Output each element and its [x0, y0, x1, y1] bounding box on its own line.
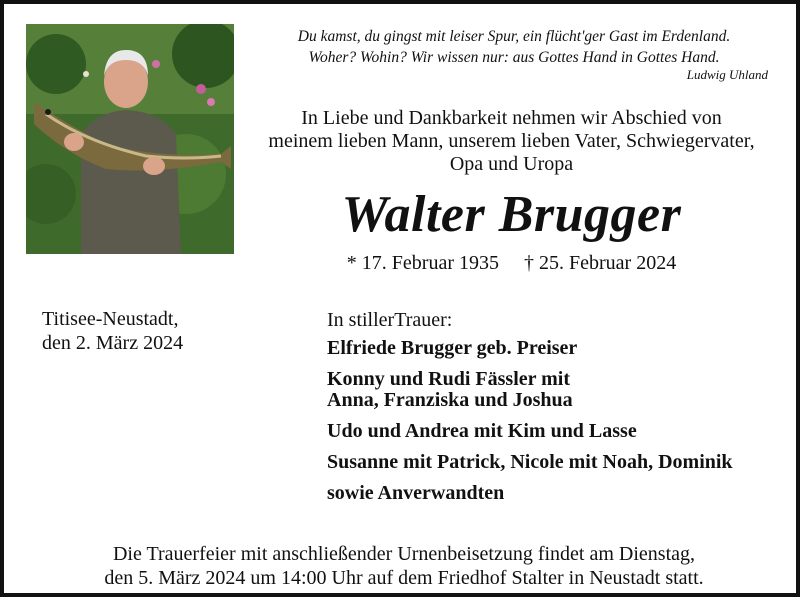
intro-line-3: Opa und Uropa: [449, 153, 574, 175]
poem-author: Ludwig Uhland: [686, 67, 768, 82]
funeral-notice: [24, 542, 784, 590]
mourners-list: [327, 338, 797, 514]
poem-line-2: Woher? Wohin? Wir wissen nur: aus Gottes Hand in Gottes Hand.: [308, 49, 720, 66]
mourners-lead: In stillerTrauer:: [327, 309, 453, 331]
farewell-intro: [244, 107, 779, 176]
mourner-entry: Udo und Andrea mit Kim und Lasse: [327, 420, 637, 442]
poem-quote: [249, 26, 779, 68]
mourner-line: Anna, Franziska und Joshua: [327, 389, 573, 411]
death-date: † 25. Februar 2024: [524, 252, 677, 274]
mourner-entry: [327, 369, 797, 411]
place-city: Titisee-Neustadt,: [42, 308, 179, 330]
poem-line-1: Du kamst, du gingst mit leiser Spur, ein flücht'ger Gast im Erdenland.: [297, 28, 731, 45]
mourner-entry: Susanne mit Patrick, Nicole mit Noah, Dominik: [327, 451, 733, 473]
deceased-name: Walter Brugger: [341, 186, 682, 243]
place-date: den 2. März 2024: [42, 332, 184, 354]
portrait-photo: [26, 24, 234, 254]
mourner-entry: Elfriede Brugger geb. Preiser: [327, 337, 578, 359]
life-dates: [244, 251, 779, 275]
birth-date: * 17. Februar 1935: [346, 252, 499, 274]
mourner-entry: sowie Anverwandten: [327, 482, 505, 504]
intro-line-2: meinem lieben Mann, unserem lieben Vater, Schwiegervater,: [268, 130, 755, 152]
intro-line-1: In Liebe und Dankbarkeit nehmen wir Abschied von: [301, 107, 722, 129]
funeral-line-1: Die Trauerfeier mit anschließender Urnenbeisetzung findet am Dienstag,: [112, 543, 696, 565]
place-and-date: [42, 307, 183, 355]
mourner-line: Konny und Rudi Fässler mit: [327, 368, 571, 390]
funeral-line-2: den 5. März 2024 um 14:00 Uhr auf dem Friedhof Stalter in Neustadt statt.: [104, 567, 704, 589]
